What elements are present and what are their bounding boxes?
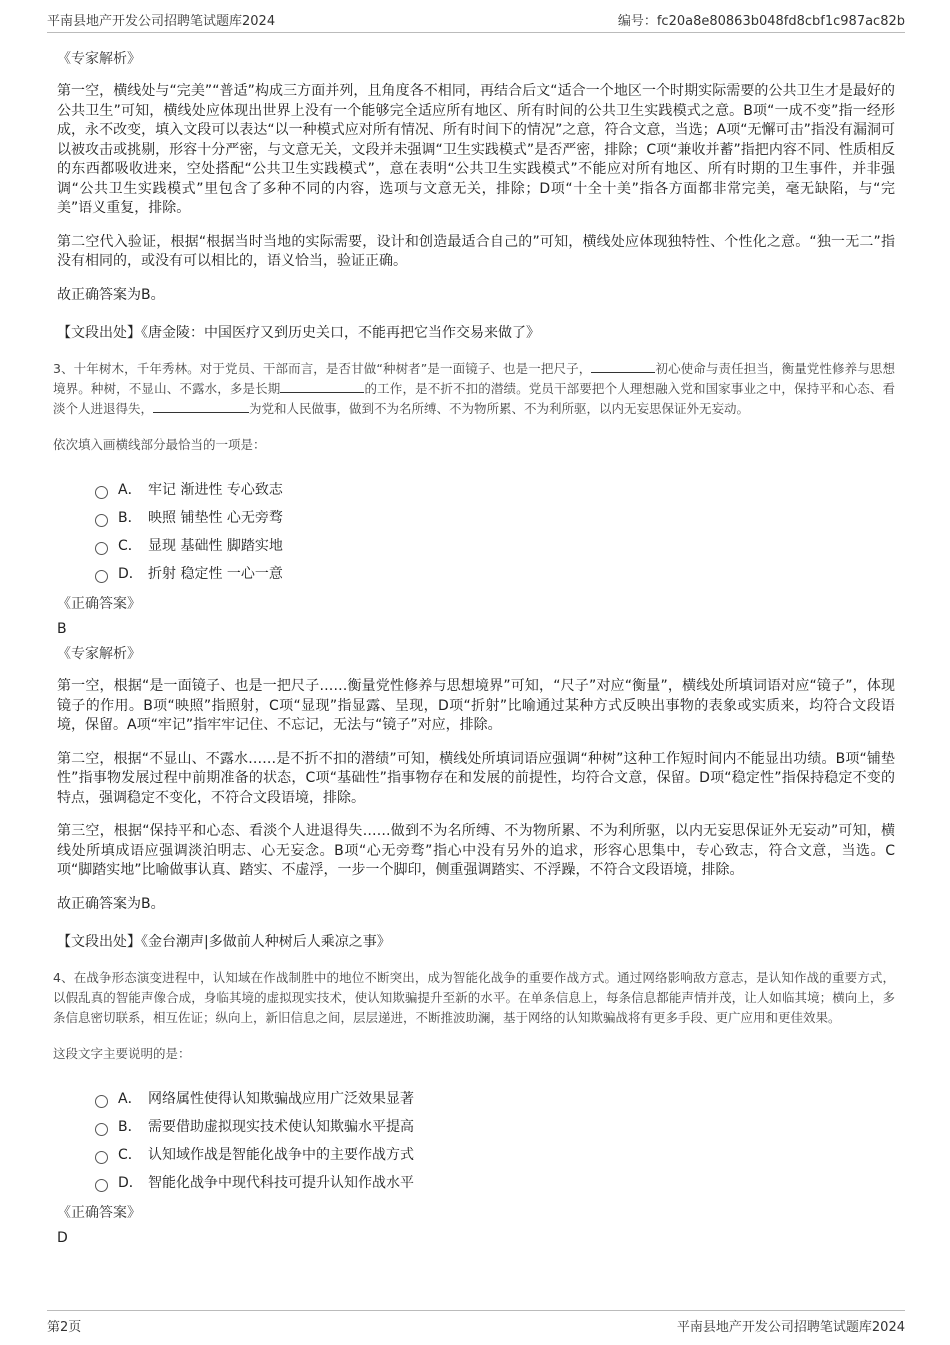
- radio-icon[interactable]: [95, 1179, 108, 1192]
- option-b[interactable]: [95, 1112, 895, 1140]
- option-text: 认知域作战是智能化战争中的主要作战方式: [148, 1147, 414, 1163]
- option-text: 映照 铺垫性 心无旁骛: [148, 510, 283, 526]
- stem-part: 3、十年树木，千年秀林。对于党员、干部而言，是否甘做“种树者”是一面镜子、也是一把尺子，: [53, 361, 592, 376]
- option-letter: A．: [118, 482, 142, 498]
- fill-blank-1: [591, 359, 655, 373]
- option-letter: C．: [118, 1147, 142, 1163]
- analysis-paragraph: 第一空，根据“是一面镜子、也是一把尺子……衡量党性修养与思想境界”可知，“尺子”对应“衡量”，横线处所填词语对应“镜子”，体现镜子的作用。B项“映照”指照射，C项“显现”指显露、呈现，D项“折射”比喻通过某种方式反映出事物的表象或实质来，均符合文段语境，保留。A项“牢记”指牢牢记住、不忘记，无法与“镜子”对应，排除。: [57, 678, 895, 733]
- page-content: [53, 44, 895, 1248]
- analysis-conclusion: 故正确答案为B。: [57, 895, 165, 912]
- stem-part: 的工作，是不折不扣的潜绩。党员干部要把个人理想融入党和国家事业之中，保持平和心态、看淡个人进退得失，: [53, 381, 895, 416]
- option-text: 网络属性使得认知欺骗战应用广泛效果显著: [148, 1091, 414, 1107]
- fill-blank-3: [153, 399, 249, 413]
- analysis-paragraph: 第三空，根据“保持平和心态、看淡个人进退得失……做到不为名所缚、不为物所累、不为利所驱，以内无妄思保证外无妄动”可知，横线处所填成语应强调淡泊明志、心无妄念。B项“心无旁骛”指心中没有另外的追求，形容心思集中，专心致志，符合文意，当选。C项“脚踏实地”比喻做事认真、踏实、不虚浮，一步一个脚印，侧重强调踏实、不浮躁，不符合文段语境，排除。: [57, 823, 895, 878]
- header-doc-id: 编号：fc20a8e80863b048fd8cbf1c987ac82b: [617, 14, 905, 29]
- analysis-paragraph: 第一空，横线处与“完美”“普适”构成三方面并列，且角度各不相同，再结合后文“适合一个地区一个时期实际需要的公共卫生才是最好的公共卫生”可知，横线处应体现出世界上没有一个能够完全适应所有地区、所有时间的公共卫生实践模式之意。B项“一成不变”指一经形成，永不改变，填入文段可以表达“以一种模式应对所有情况、所有时间下的情况”之意，符合文意，当选；A项“无懈可击”指没有漏洞可以被攻击或挑剔，形容十分严密，与文意无关，文段并未强调“卫生实践模式”是否严密，排除；C项“兼收并蓄”指把内容不同、性质相反的东西都吸收进来，空处搭配“公共卫生实践模式”，意在表明“公共卫生实践模式”不能应对所有地区、所有时期的卫生事件，并非强调“公共卫生实践模式”里包含了多种不同的内容，选项与文意无关，排除；D项“十全十美”指各方面都非常完美，毫无缺陷，与“完美”语义重复，排除。: [57, 83, 895, 216]
- correct-answer-label: 《正确答案》: [57, 596, 141, 612]
- footer-title: 平南县地产开发公司招聘笔试题库2024: [676, 1320, 905, 1335]
- analysis-paragraph: 第二空，根据“不显山、不露水……是不折不扣的潜绩”可知，横线处所填词语应强调“种树”这种工作短时间内不能显出功绩。B项“铺垫性”指事物发展过程中前期准备的状态，C项“基础性”指事物存在和发展的前提性，均符合文意，保留。D项“稳定性”指保持稳定不变的特点，强调稳定不变化，不符合文段语境，排除。: [57, 750, 895, 806]
- option-b[interactable]: [95, 503, 895, 531]
- option-a[interactable]: [95, 475, 895, 503]
- option-letter: A．: [118, 1091, 142, 1107]
- radio-icon[interactable]: [95, 542, 108, 555]
- option-text: 显现 基础性 脚踏实地: [148, 538, 283, 554]
- analysis-paragraph: 第二空代入验证，根据“根据当时当地的实际需要，设计和创造最适合自己的”可知，横线处应体现独特性、个性化之意。“独一无二”指没有相同的，或没有可以相比的，语义恰当，验证正确。: [57, 233, 895, 269]
- text-source: 【文段出处】《唐金陵：中国医疗又到历史关口，不能再把它当作交易来做了》: [57, 325, 540, 341]
- option-a[interactable]: [95, 1084, 895, 1112]
- correct-answer: D: [57, 1230, 68, 1246]
- radio-icon[interactable]: [95, 1151, 108, 1164]
- radio-icon[interactable]: [95, 514, 108, 527]
- expert-analysis-label: 《专家解析》: [57, 646, 141, 662]
- header-title: 平南县地产开发公司招聘笔试题库2024: [47, 14, 276, 29]
- correct-answer: B: [57, 621, 67, 637]
- analysis-conclusion: 故正确答案为B。: [57, 286, 165, 303]
- question-3-prompt: 依次填入画横线部分最恰当的一项是：: [53, 437, 266, 452]
- correct-answer-label: 《正确答案》: [57, 1205, 141, 1221]
- page-number: 第2页: [47, 1320, 82, 1335]
- option-text: 需要借助虚拟现实技术使认知欺骗水平提高: [148, 1119, 414, 1135]
- page-footer: [47, 1310, 905, 1335]
- question-4-options: [95, 1084, 895, 1196]
- option-text: 智能化战争中现代科技可提升认知作战水平: [148, 1175, 414, 1191]
- stem-part: 为党和人民做事，做到不为名所缚、不为物所累、不为利所驱，以内无妄思保证外无妄动。: [249, 401, 750, 416]
- option-c[interactable]: [95, 531, 895, 559]
- expert-analysis-label: 《专家解析》: [57, 51, 141, 67]
- page-header: [47, 10, 905, 33]
- radio-icon[interactable]: [95, 1095, 108, 1108]
- option-letter: B．: [118, 510, 142, 526]
- option-c[interactable]: [95, 1140, 895, 1168]
- option-text: 折射 稳定性 一心一意: [148, 566, 283, 582]
- question-4-stem: 4、在战争形态演变进程中，认知域在作战制胜中的地位不断突出，成为智能化战争的重要作战方式。通过网络影响敌方意志，是认知作战的重要方式，以假乱真的智能声像合成，身临其境的虚拟现实技术，使认知欺骗提升至新的水平。在单条信息上，每条信息都能声情并茂，让人如临其境；横向上，多条信息密切联系，相互佐证；纵向上，新旧信息之间，层层递进，不断推波助澜，基于网络的认知欺骗战将有更多手段、更广应用和更佳效果。: [53, 970, 895, 1025]
- option-d[interactable]: [95, 1168, 895, 1196]
- option-letter: D．: [118, 566, 143, 582]
- radio-icon[interactable]: [95, 1123, 108, 1136]
- option-text: 牢记 渐进性 专心致志: [148, 482, 283, 498]
- option-letter: D．: [118, 1175, 143, 1191]
- radio-icon[interactable]: [95, 570, 108, 583]
- option-letter: C．: [118, 538, 142, 554]
- question-3-stem: [53, 359, 895, 419]
- question-4-prompt: 这段文字主要说明的是：: [53, 1046, 191, 1061]
- fill-blank-2: [280, 379, 364, 393]
- option-letter: B．: [118, 1119, 142, 1135]
- question-3-options: [95, 475, 895, 587]
- stem-part: 初心使命与责任担当，衡量党性修养与思想境界。种树，不显山、不露水，多是长期: [53, 361, 895, 396]
- text-source: 【文段出处】《金台潮声|多做前人种树后人乘凉之事》: [57, 934, 391, 950]
- radio-icon[interactable]: [95, 486, 108, 499]
- option-d[interactable]: [95, 559, 895, 587]
